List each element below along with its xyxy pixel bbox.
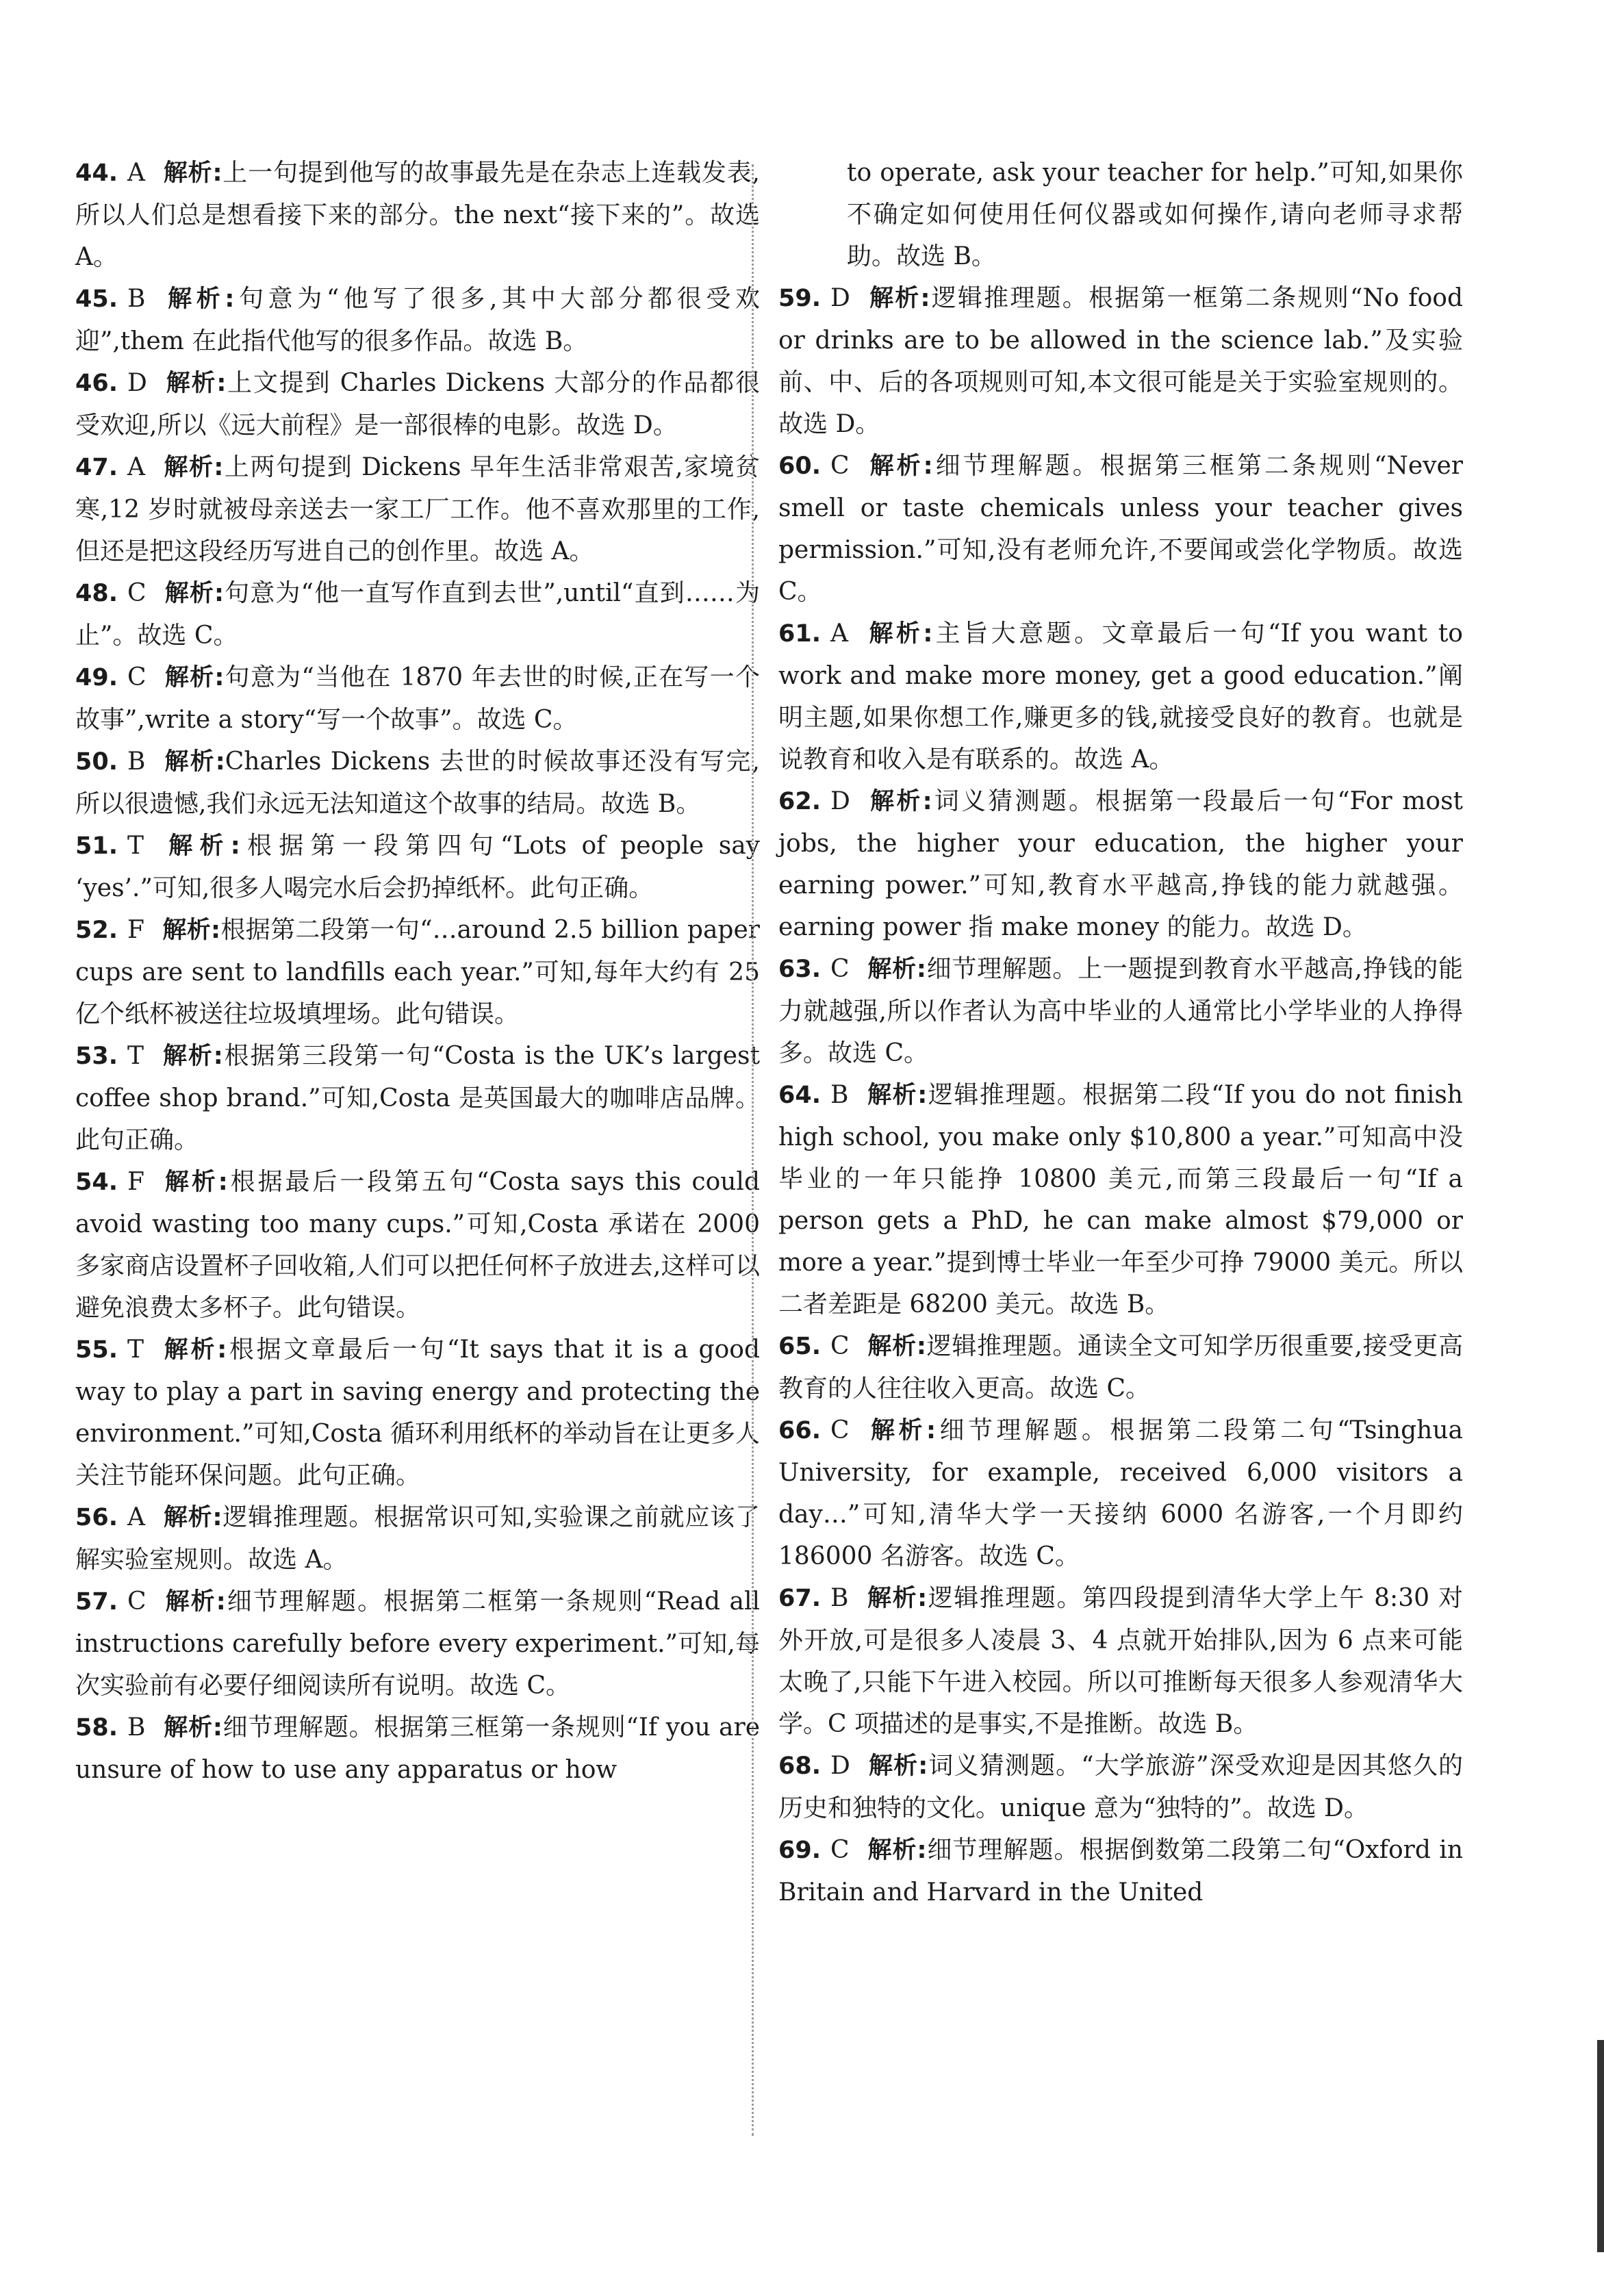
analysis-label: 解析:	[164, 664, 225, 691]
item-answer: C	[127, 1587, 147, 1616]
item-answer: A	[127, 159, 146, 187]
right-column	[778, 152, 1463, 1913]
item-number: 49.	[75, 664, 118, 691]
item-answer: D	[830, 1752, 850, 1780]
item-number: 53.	[75, 1043, 118, 1070]
item-number: 62.	[778, 788, 822, 815]
item-number: 68.	[778, 1752, 822, 1780]
analysis-label: 解析:	[867, 1837, 927, 1864]
item-answer: C	[830, 452, 850, 480]
item-answer: D	[127, 369, 147, 397]
analysis-label: 解析:	[866, 1585, 928, 1612]
analysis-label: 解析:	[866, 1082, 928, 1109]
item-explanation: 逻辑推理题。根据常识可知,实验课之前就应该了解实验室规则。故选 A。	[75, 1503, 760, 1574]
answer-item	[75, 362, 760, 446]
analysis-label: 解析:	[162, 832, 240, 860]
analysis-label: 解析:	[867, 1752, 928, 1780]
item-answer: T	[127, 1042, 144, 1070]
answer-item	[75, 278, 760, 362]
analysis-label: 解析:	[162, 1169, 228, 1196]
analysis-label: 解析:	[867, 1417, 936, 1444]
item-number: 64.	[778, 1082, 822, 1109]
answer-item	[75, 1581, 760, 1707]
answer-item	[778, 1577, 1463, 1745]
answer-item	[75, 1329, 760, 1496]
item-number: 63.	[778, 956, 822, 983]
analysis-label: 解析:	[867, 788, 932, 815]
item-answer: C	[830, 1416, 850, 1444]
item-number: 69.	[778, 1837, 822, 1864]
item-explanation: 逻辑推理题。根据第一框第二条规则“No food or drinks are to be allowed in the science lab.”及实验前、中、后的各项规则可知,本文很可能是关于实验室规则的。故选 D。	[778, 284, 1463, 438]
item-number: 58.	[75, 1714, 118, 1742]
item-explanation: 逻辑推理题。根据第二段“If you do not finish high school, you make only $10,800 a year.”可知高中没毕业的一年只能挣 10800 美元,而第三段最后一句“If a person gets a PhD, he can make almost $79,000 or more a year.”提到博士毕业一年至少可挣 79000 美元。所以二者差距是 68200 美元。故选 B。	[778, 1081, 1463, 1318]
answer-item	[778, 1745, 1463, 1829]
analysis-label: 解析:	[867, 452, 933, 480]
analysis-label: 解析:	[163, 1714, 222, 1742]
answer-item	[75, 1707, 760, 1791]
answer-item	[75, 1035, 760, 1161]
item-answer: B	[830, 1081, 849, 1109]
item-number: 47.	[75, 454, 118, 481]
answer-item	[75, 152, 760, 278]
item-number: 45.	[75, 285, 118, 313]
item-number: 65.	[778, 1333, 822, 1360]
page-edge-mark	[1597, 2040, 1604, 2252]
item-number: 54.	[75, 1169, 118, 1196]
item-answer: A	[127, 1503, 146, 1531]
item-answer: F	[127, 916, 144, 944]
item-number: 52.	[75, 917, 118, 944]
item-number: 46.	[75, 370, 118, 397]
item-explanation: 句意为“他写了很多,其中大部分都很受欢迎”,them 在此指代他写的很多作品。故选 B。	[75, 285, 760, 355]
answer-item	[778, 1829, 1463, 1913]
item-answer: B	[830, 1584, 849, 1612]
answer-item	[75, 446, 760, 572]
item-explanation: 根据文章最后一句“It says that it is a good way to play a part in saving energy and protecting the environment.”可知,Costa 循环利用纸杯的举动旨在让更多人关注节能环保问题。此句正确。	[75, 1336, 760, 1490]
answer-item	[75, 741, 760, 825]
item-answer: A	[127, 453, 146, 481]
analysis-label: 解析:	[164, 370, 227, 397]
item-number: 44.	[75, 160, 118, 187]
analysis-label: 解析:	[162, 1043, 223, 1070]
item-answer: F	[127, 1168, 144, 1196]
answer-item	[75, 1496, 760, 1581]
item-explanation: 句意为“当他在 1870 年去世的时候,正在写一个故事”,write a story“写一个故事”。故选 C。	[75, 663, 760, 734]
item-number: 51.	[75, 832, 118, 860]
item-explanation: 主旨大意题。文章最后一句“If you want to work and make more money, get a good education.”阐明主题,如果你想工作,赚更多的钱,就接受良好的教育。也就是说教育和收入是有联系的。故选 A。	[778, 620, 1463, 774]
item-number: 57.	[75, 1588, 118, 1616]
analysis-label: 解析:	[163, 160, 222, 187]
answer-item	[778, 780, 1463, 948]
analysis-label: 解析:	[164, 580, 224, 607]
item-number: 48.	[75, 580, 118, 607]
item-explanation: 细节理解题。根据第三框第一条规则“If you are unsure of how to use any apparatus or how	[75, 1713, 760, 1784]
item-answer: T	[127, 1336, 144, 1364]
item-explanation: 上文提到 Charles Dickens 大部分的作品都很受欢迎,所以《远大前程》是一部很棒的电影。故选 D。	[75, 369, 760, 439]
analysis-label: 解析:	[163, 454, 224, 481]
item-explanation: 细节理解题。根据第二段第二句“Tsinghua University, for example, received 6,000 visitors a day…”可知,清华大学一天接纳 6000 名游客,一个月即约 186000 名游客。故选 C。	[778, 1416, 1463, 1570]
analysis-label: 解析:	[162, 917, 221, 944]
answer-item	[778, 445, 1463, 613]
column-divider	[752, 164, 754, 2136]
item-explanation: 逻辑推理题。通读全文可知学历很重要,接受更高教育的人往往收入更高。故选 C。	[778, 1332, 1463, 1403]
answer-item	[778, 948, 1463, 1074]
analysis-label: 解析:	[163, 748, 225, 776]
item-answer: B	[127, 1713, 146, 1742]
answer-item	[75, 909, 760, 1035]
item-answer: C	[127, 663, 147, 691]
item-answer: T	[127, 832, 144, 860]
answer-item	[778, 1410, 1463, 1577]
analysis-label: 解析:	[162, 1336, 227, 1364]
answer-item	[75, 825, 760, 909]
item-explanation: 上一句提到他写的故事最先是在杂志上连载发表,所以人们总是想看接下来的部分。the next“接下来的”。故选 A。	[75, 159, 760, 271]
right-items	[778, 277, 1463, 1913]
item-number: 50.	[75, 748, 118, 776]
item-explanation: 词义猜测题。“大学旅游”深受欢迎是因其悠久的历史和独特的文化。unique 意为“独特的”。故选 D。	[778, 1752, 1464, 1822]
analysis-label: 解析:	[867, 1333, 926, 1360]
item-answer: B	[127, 748, 146, 776]
item-explanation: 细节理解题。根据第三框第二条规则“Never smell or taste chemicals unless your teacher gives permission.”可知,没有老师允许,不要闻或尝化学物质。故选 C。	[778, 452, 1464, 606]
item-answer: C	[830, 1332, 850, 1360]
item-explanation: Charles Dickens 去世的时候故事还没有写完,所以很遗憾,我们永远无法知道这个故事的结局。故选 B。	[75, 748, 760, 818]
item-number: 66.	[778, 1417, 822, 1444]
analysis-label: 解析:	[867, 956, 926, 983]
item-number: 56.	[75, 1504, 118, 1531]
answer-item	[778, 277, 1463, 445]
answer-item	[778, 1325, 1463, 1410]
analysis-label: 解析:	[867, 285, 930, 312]
continued-text: to operate, ask your teacher for help.”可知,如果你不确定如何使用任何仪器或如何操作,请向老师寻求帮助。故选 B。	[847, 159, 1463, 270]
item-explanation: 细节理解题。上一题提到教育水平越高,挣钱的能力就越强,所以作者认为高中毕业的人通常比小学毕业的人挣得多。故选 C。	[778, 955, 1463, 1067]
answer-item	[75, 1161, 760, 1329]
item-answer: D	[830, 787, 850, 815]
item-answer: D	[830, 284, 850, 312]
item-answer: C	[830, 1836, 850, 1864]
item-number: 59.	[778, 285, 822, 312]
analysis-label: 解析:	[164, 1588, 226, 1616]
analysis-label: 解析:	[163, 1504, 222, 1531]
answer-item	[778, 613, 1463, 780]
item-number: 61.	[778, 620, 822, 648]
item-explanation: 细节理解题。根据第二框第一条规则“Read all instructions carefully before every experiment.”可知,每次实验前有必要仔细阅读所有说明。故选 C。	[75, 1587, 760, 1700]
item-explanation: 细节理解题。根据倒数第二段第二句“Oxford in Britain and Harvard in the United	[778, 1836, 1464, 1906]
item-number: 67.	[778, 1585, 822, 1612]
item-explanation: 上两句提到 Dickens 早年生活非常艰苦,家境贫寒,12 岁时就被母亲送去一家工厂工作。他不喜欢那里的工作,但还是把这段经历写进自己的创作里。故选 A。	[75, 453, 760, 565]
analysis-label: 解析:	[866, 620, 933, 648]
answer-item	[75, 656, 760, 741]
item-answer: C	[830, 955, 850, 983]
item-explanation: 逻辑推理题。第四段提到清华大学上午 8:30 对外开放,可是很多人凌晨 3、4 点就开始排队,因为 6 点来可能太晚了,只能下午进入校园。所以可推断每天很多人参观清华大学。C 项描述的是事实,不是推断。故选 B。	[778, 1584, 1463, 1738]
item-explanation: 根据第三段第一句“Costa is the UK’s largest coffee shop brand.”可知,Costa 是英国最大的咖啡店品牌。此句正确。	[75, 1042, 760, 1154]
item-explanation: 根据第一段第四句“Lots of people say ‘yes’.”可知,很多人喝完水后会扔掉纸杯。此句正确。	[75, 832, 761, 902]
analysis-label: 解析:	[163, 285, 235, 313]
item-explanation: 根据最后一段第五句“Costa says this could avoid wasting too many cups.”可知,Costa 承诺在 2000 多家商店设置杯子回收箱,人们可以把任何杯子放进去,这样可以避免浪费太多杯子。此句错误。	[75, 1168, 760, 1322]
item-explanation: 句意为“他一直写作直到去世”,until“直到……为止”。故选 C。	[75, 579, 760, 650]
item-number: 60.	[778, 452, 822, 480]
answer-item	[75, 572, 760, 656]
item-explanation: 根据第二段第一句“…around 2.5 billion paper cups are sent to landfills each year.”可知,每年大约有 25 亿个纸杯被送往垃圾填埋场。此句错误。	[75, 916, 760, 1028]
item-answer: A	[830, 620, 849, 648]
item-number: 55.	[75, 1336, 118, 1364]
item-answer: B	[127, 285, 146, 313]
left-column	[75, 152, 760, 1791]
answer-item	[778, 1074, 1463, 1325]
item-explanation: 词义猜测题。根据第一段最后一句“For most jobs, the higher your education, the higher your earning power.”可知,教育水平越高,挣钱的能力就越强。earning power 指 make money 的能力。故选 D。	[778, 787, 1464, 941]
item-answer: C	[127, 579, 147, 607]
